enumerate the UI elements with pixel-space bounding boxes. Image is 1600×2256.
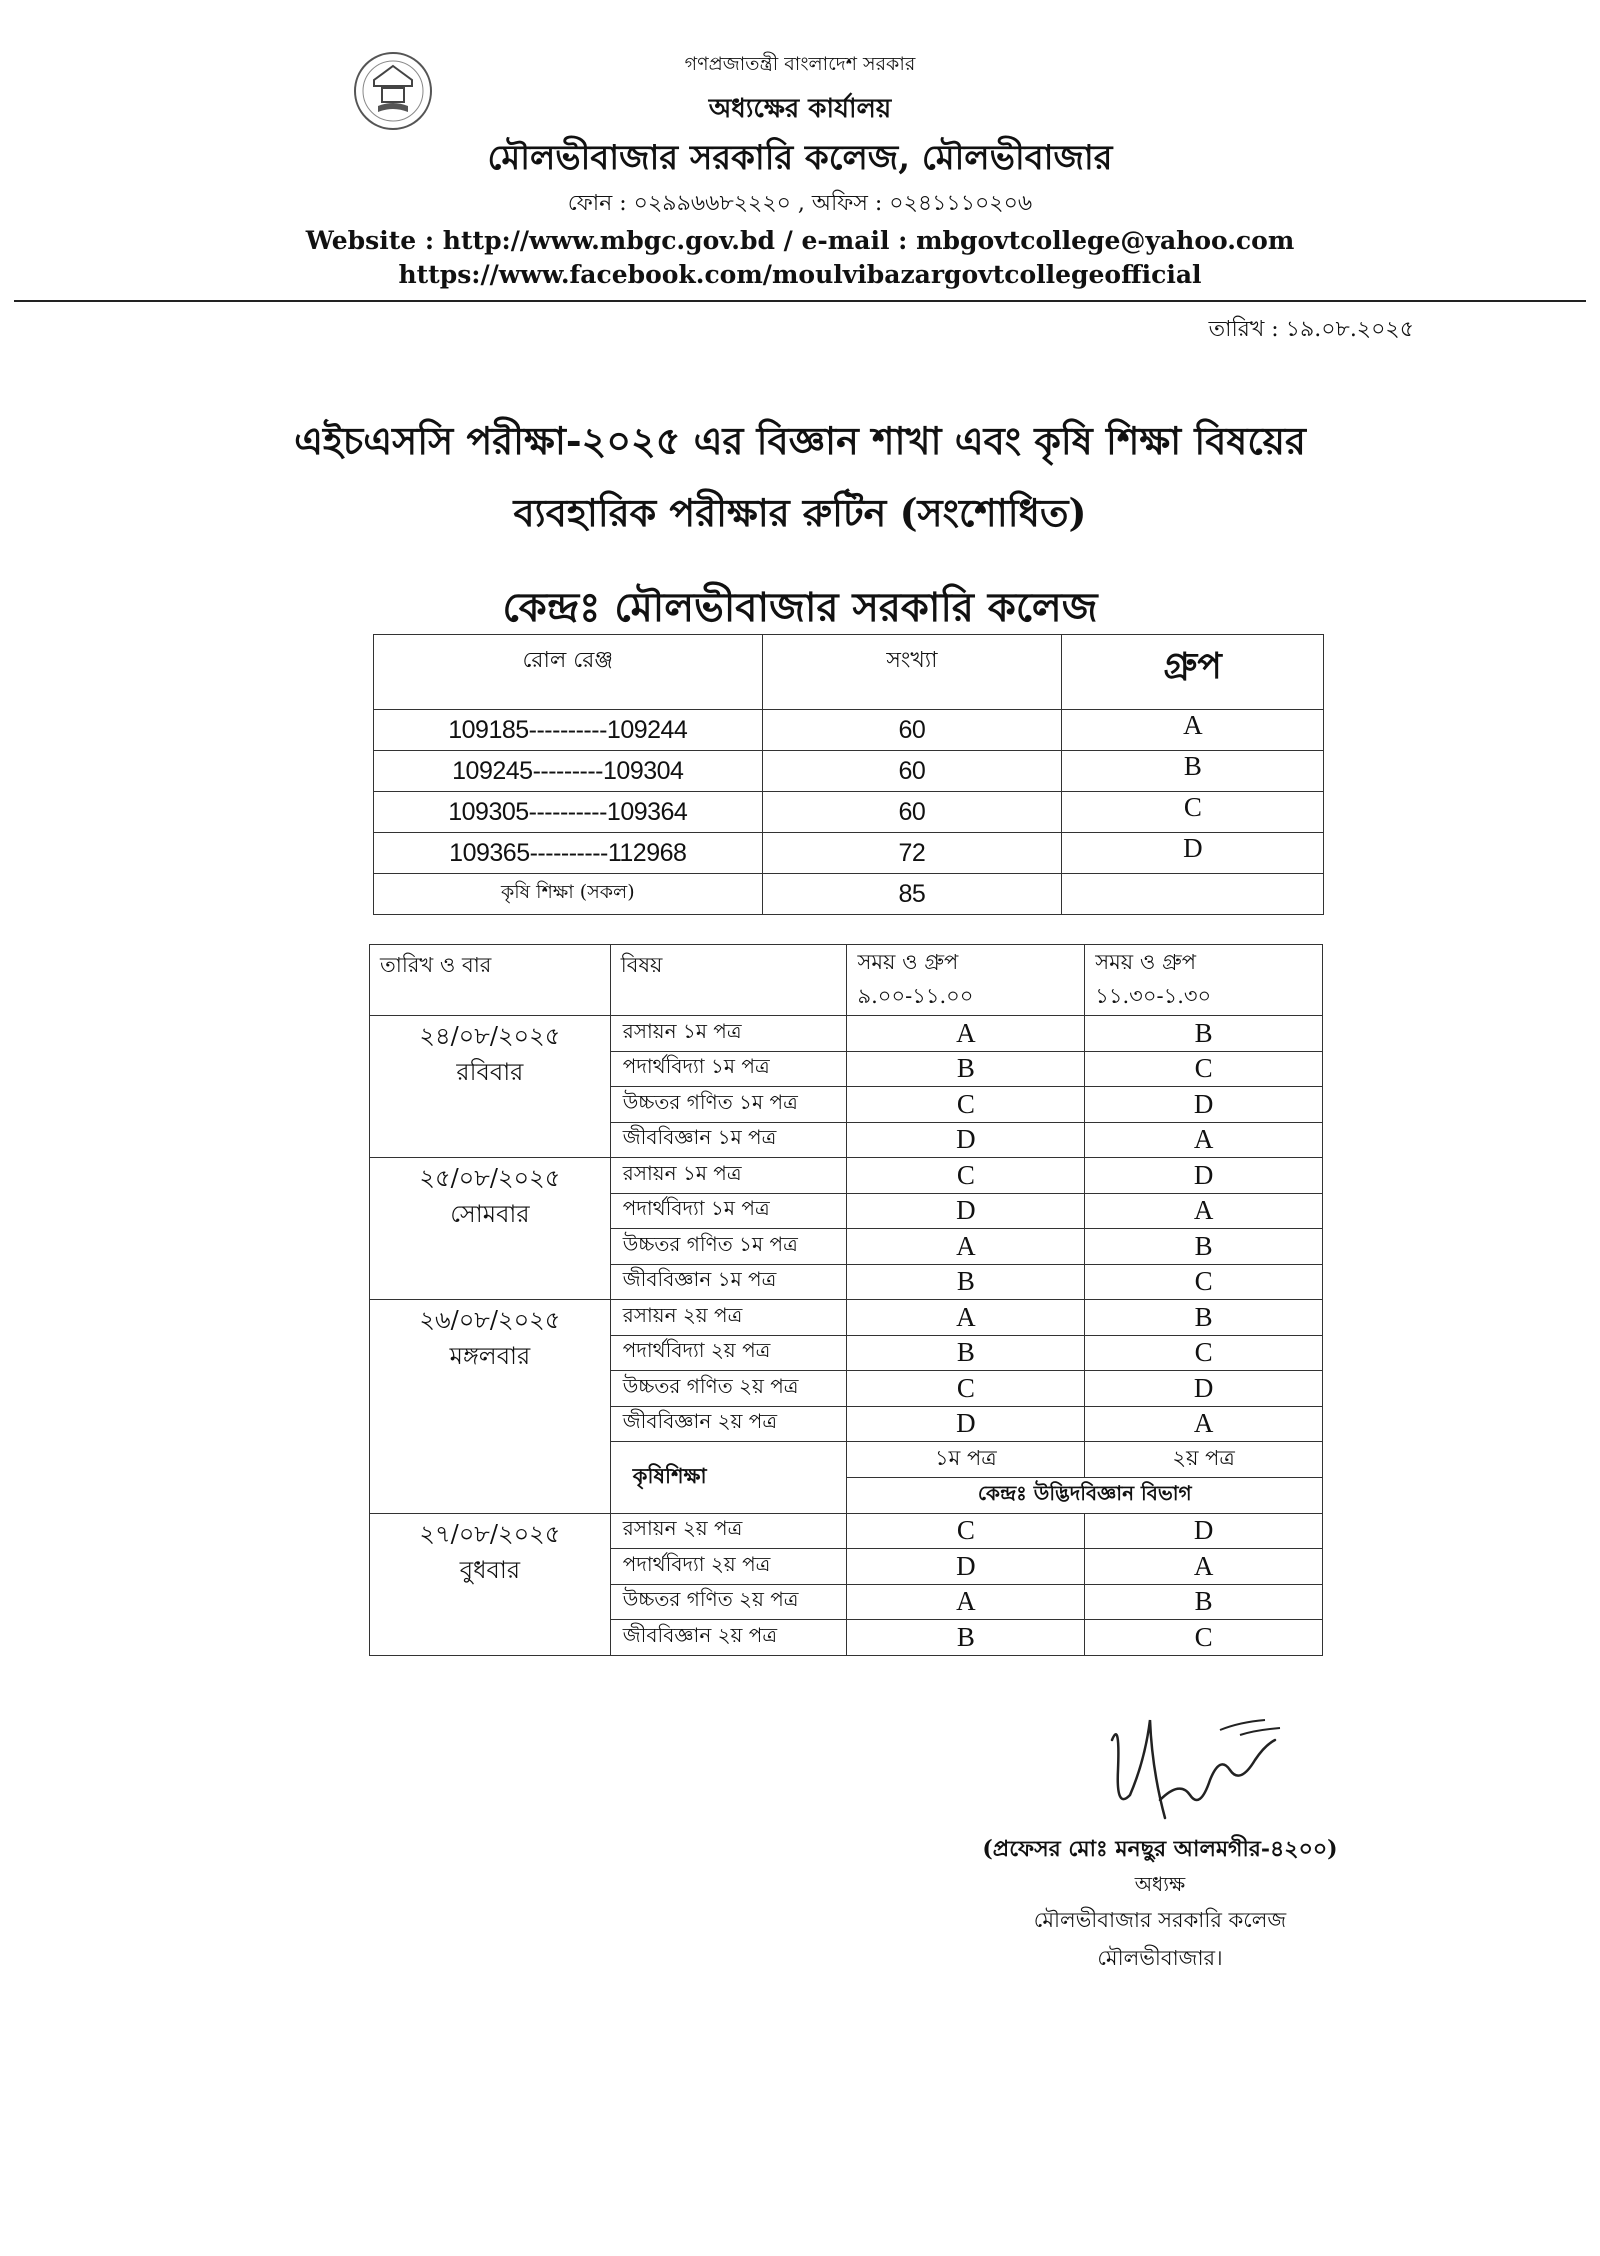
slot1-group: D <box>847 1193 1085 1229</box>
table-row <box>370 1513 1323 1549</box>
student-count: 60 <box>762 751 1062 792</box>
slot2-group: B <box>1085 1300 1323 1336</box>
college-name: মৌলভীবাজার সরকারি কলেজ, মৌলভীবাজার <box>487 138 1113 178</box>
slot2-group: A <box>1085 1549 1323 1585</box>
header-roll-range: রোল রেঞ্জ <box>374 635 763 710</box>
slot2-title: সময় ও গ্রুপ <box>1095 950 1196 974</box>
header-subject: বিষয় <box>610 945 847 1016</box>
header-date-day: তারিখ ও বার <box>370 945 611 1016</box>
phone-line: ফোন : ০২৯৯৬৬৮২২২০ , অফিস : ০২৪১১১০২০৬ <box>567 191 1033 216</box>
slot1-group: B <box>847 1051 1085 1087</box>
subject: উচ্চতর গণিত ১ম পত্র <box>610 1087 847 1123</box>
date-day-cell <box>370 1300 611 1514</box>
slot2-group: D <box>1085 1371 1323 1407</box>
student-count: 60 <box>762 710 1062 751</box>
slot1-title: সময় ও গ্রুপ <box>857 950 959 974</box>
website-line: Website : http://www.mbgc.gov.bd / e-mail : mbgovtcollege@yahoo.com <box>305 226 1295 255</box>
subject: পদার্থবিদ্যা ১ম পত্র <box>610 1051 847 1087</box>
slot2-group: C <box>1085 1264 1323 1300</box>
subject: উচ্চতর গণিত ২য় পত্র <box>610 1584 847 1620</box>
government-line: গণপ্রজাতন্ত্রী বাংলাদেশ সরকার <box>684 53 916 75</box>
header-slot2 <box>1085 945 1323 1016</box>
slot1-group: B <box>847 1264 1085 1300</box>
slot2-group: C <box>1085 1335 1323 1371</box>
slot1-group: B <box>847 1620 1085 1656</box>
subject: জীববিজ্ঞান ১ম পত্র <box>610 1264 847 1300</box>
slot1-group: A <box>847 1584 1085 1620</box>
slot1-group: A <box>847 1229 1085 1265</box>
subject: উচ্চতর গণিত ২য় পত্র <box>610 1371 847 1407</box>
slot2-group: D <box>1085 1087 1323 1123</box>
subject: রসায়ন ২য় পত্র <box>610 1300 847 1336</box>
exam-day: মঙ্গলবার <box>449 1342 531 1370</box>
agri-centre: কেন্দ্রঃ উদ্ভিদবিজ্ঞান বিভাগ <box>847 1478 1323 1514</box>
agri-subject: কৃষিশিক্ষা <box>610 1442 847 1514</box>
table-row <box>370 1300 1323 1336</box>
slot1-group: C <box>847 1513 1085 1549</box>
header-count: সংখ্যা <box>762 635 1062 710</box>
slot2-group: C <box>1085 1620 1323 1656</box>
facebook-link: https://www.facebook.com/moulvibazargovtcollegeofficial <box>398 260 1202 289</box>
slot1-group: D <box>847 1406 1085 1442</box>
group-table <box>373 634 1324 915</box>
table-row <box>374 874 1324 915</box>
exam-day: সোমবার <box>450 1200 530 1228</box>
subject: পদার্থবিদ্যা ২য় পত্র <box>610 1335 847 1371</box>
subject: জীববিজ্ঞান ২য় পত্র <box>610 1406 847 1442</box>
table-row <box>374 833 1324 874</box>
routine-table <box>369 944 1323 1656</box>
agri-paper1: ১ম পত্র <box>847 1442 1085 1478</box>
slot1-group: C <box>847 1158 1085 1194</box>
slot2-group: A <box>1085 1406 1323 1442</box>
signatory-title: অধ্যক্ষ <box>1134 1872 1186 1896</box>
student-count: 85 <box>762 874 1062 915</box>
subject: উচ্চতর গণিত ১ম পত্র <box>610 1229 847 1265</box>
subject: জীববিজ্ঞান ১ম পত্র <box>610 1122 847 1158</box>
slot2-group: A <box>1085 1193 1323 1229</box>
header-slot1 <box>847 945 1085 1016</box>
slot1-group: A <box>847 1016 1085 1052</box>
group-letter: C <box>1062 792 1324 833</box>
slot2-group: D <box>1085 1513 1323 1549</box>
routine-table-header <box>370 945 1323 1016</box>
exam-date: ২৬/০৮/২০২৫ <box>419 1306 561 1334</box>
table-row <box>370 1158 1323 1194</box>
slot1-group: C <box>847 1371 1085 1407</box>
group-letter: B <box>1062 751 1324 792</box>
subject: রসায়ন ২য় পত্র <box>610 1513 847 1549</box>
exam-date: ২৭/০৮/২০২৫ <box>419 1519 561 1548</box>
slot2-time: ১১.৩০-১.৩০ <box>1095 984 1212 1008</box>
header-group: গ্রুপ <box>1062 635 1324 710</box>
header-divider <box>14 300 1586 302</box>
exam-centre: কেন্দ্রঃ মৌলভীবাজার সরকারি কলেজ <box>502 584 1098 631</box>
subject: রসায়ন ১ম পত্র <box>610 1016 847 1052</box>
exam-date: ২৪/০৮/২০২৫ <box>419 1022 561 1050</box>
roll-range: 109305----------109364 <box>374 792 763 833</box>
exam-date: ২৫/০৮/২০২৫ <box>419 1164 561 1192</box>
roll-range: 109185----------109244 <box>374 710 763 751</box>
roll-range: 109365----------112968 <box>374 833 763 874</box>
student-count: 72 <box>762 833 1062 874</box>
slot1-group: A <box>847 1300 1085 1336</box>
agri-paper2: ২য় পত্র <box>1085 1442 1323 1478</box>
office-line: অধ্যক্ষের কার্যালয় <box>708 94 892 124</box>
slot1-time: ৯.০০-১১.০০ <box>857 984 974 1008</box>
exam-day: বুধবার <box>459 1555 521 1584</box>
group-letter: D <box>1062 833 1324 874</box>
slot2-group: B <box>1085 1016 1323 1052</box>
notice-title-line2: ব্যবহারিক পরীক্ষার রুটিন (সংশোধিত) <box>513 490 1087 535</box>
group-table-header <box>374 635 1324 710</box>
slot2-group: B <box>1085 1229 1323 1265</box>
slot1-group: D <box>847 1122 1085 1158</box>
table-row <box>374 792 1324 833</box>
date-day-cell <box>370 1513 611 1655</box>
roll-range: 109245---------109304 <box>374 751 763 792</box>
slot2-group: D <box>1085 1158 1323 1194</box>
subject: রসায়ন ১ম পত্র <box>610 1158 847 1194</box>
notice-date: তারিখ : ১৯.০৮.২০২৫ <box>1208 317 1414 342</box>
group-letter <box>1062 874 1324 915</box>
slot2-group: A <box>1085 1122 1323 1158</box>
student-count: 60 <box>762 792 1062 833</box>
slot1-group: C <box>847 1087 1085 1123</box>
handwritten-signature <box>1090 1700 1290 1830</box>
slot1-group: B <box>847 1335 1085 1371</box>
date-day-cell <box>370 1158 611 1300</box>
signatory-place: মৌলভীবাজার। <box>1097 1946 1223 1970</box>
group-letter: A <box>1062 710 1324 751</box>
notice-title-line1: এইচএসসি পরীক্ষা-২০২৫ এর বিজ্ঞান শাখা এবং কৃষি শিক্ষা বিষয়ের <box>294 418 1306 463</box>
signatory-name: (প্রফেসর মোঃ মনছুর আলমগীর-৪২০০) <box>982 1836 1338 1862</box>
slot1-group: D <box>847 1549 1085 1585</box>
subject: পদার্থবিদ্যা ১ম পত্র <box>610 1193 847 1229</box>
slot2-group: C <box>1085 1051 1323 1087</box>
signatory-college: মৌলভীবাজার সরকারি কলেজ <box>1033 1908 1287 1932</box>
roll-range: কৃষি শিক্ষা (সকল) <box>374 874 763 915</box>
table-row <box>370 1016 1323 1052</box>
subject: পদার্থবিদ্যা ২য় পত্র <box>610 1549 847 1585</box>
date-day-cell <box>370 1016 611 1158</box>
subject: জীববিজ্ঞান ২য় পত্র <box>610 1620 847 1656</box>
exam-day: রবিবার <box>456 1058 524 1086</box>
slot2-group: B <box>1085 1584 1323 1620</box>
table-row <box>374 710 1324 751</box>
table-row <box>374 751 1324 792</box>
